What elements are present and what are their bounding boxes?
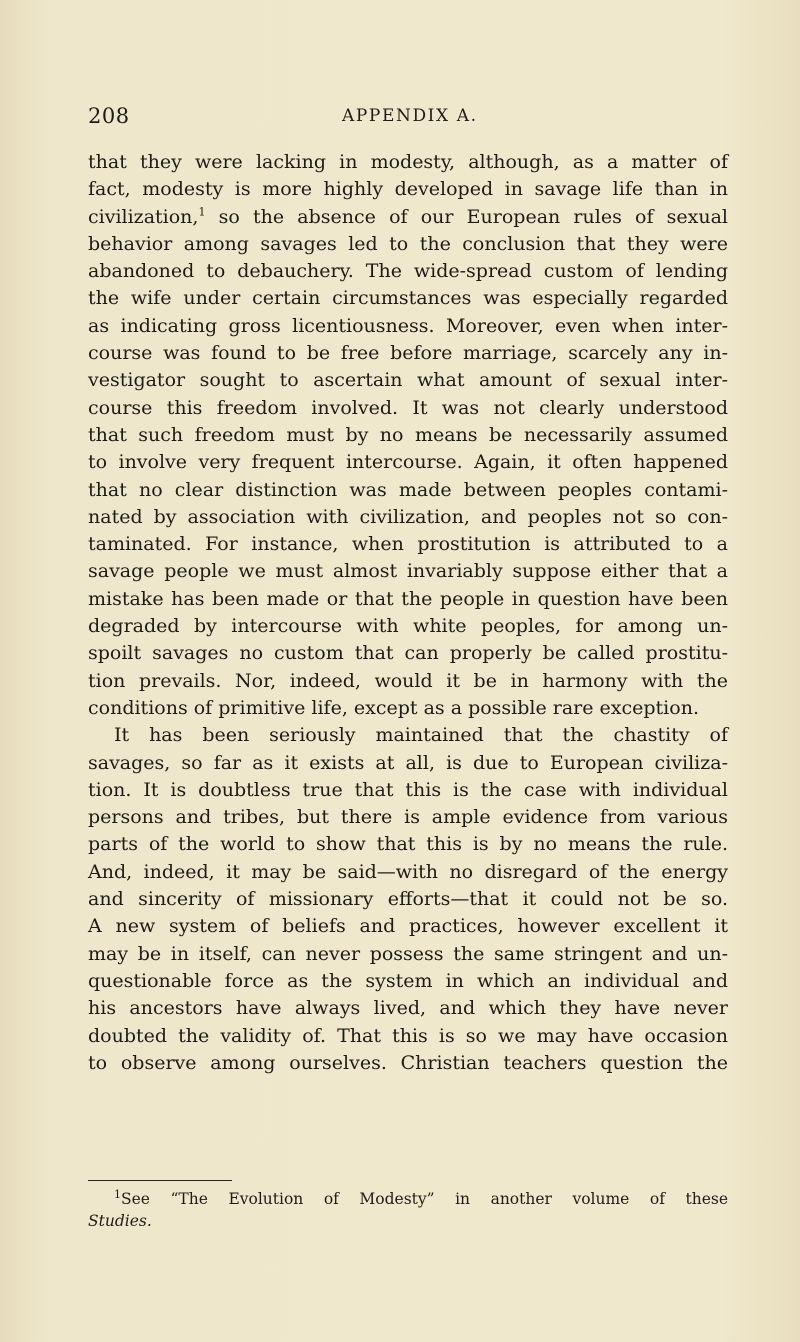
footnote-line — [88, 1188, 728, 1210]
text-line: nated by association with civilization, and peoples not so con- — [88, 505, 728, 528]
text-line-with-footnote-ref — [88, 204, 728, 231]
page-number: 208 — [88, 104, 130, 128]
text-line: A new system of beliefs and practices, however excellent it — [88, 915, 728, 938]
text-line: doubted the validity of. That this is so we may have occasion — [88, 1024, 728, 1047]
text-fragment: so the absence of our European rules of sexual — [205, 205, 728, 228]
text-line: course this freedom involved. It was not clearly understood — [88, 396, 728, 419]
body-text — [88, 149, 728, 1077]
footnote-text: See “The Evolution of Modesty” in another volume of these — [121, 1190, 728, 1208]
page-header — [88, 104, 728, 132]
text-line: fact, modesty is more highly developed in savage life than in — [88, 178, 728, 201]
text-fragment: civilization, — [88, 205, 199, 228]
text-line: to involve very frequent intercourse. Again, it often happened — [88, 451, 728, 474]
footnote-line-italic: Studies. — [88, 1212, 152, 1230]
text-line: tion. It is doubtless true that this is the case with individual — [88, 778, 728, 801]
text-line: savages, so far as it exists at all, is due to European civiliza- — [88, 751, 728, 774]
text-line: and sincerity of missionary efforts—that it could not be so. — [88, 888, 728, 911]
footnote-marker: 1 — [114, 1187, 121, 1201]
running-head: APPENDIX A. — [342, 106, 478, 126]
text-line: abandoned to debauchery. The wide-spread custom of lending — [88, 260, 728, 283]
text-line: the wife under certain circumstances was especially regarded — [88, 287, 728, 310]
text-line: that no clear distinction was made between peoples contami- — [88, 478, 728, 501]
text-line-paragraph-start: It has been seriously maintained that the chastity of — [114, 724, 728, 747]
text-line: spoilt savages no custom that can properly be called prostitu- — [88, 642, 728, 665]
text-line: persons and tribes, but there is ample evidence from various — [88, 806, 728, 829]
text-line: mistake has been made or that the people in question have been — [88, 587, 728, 610]
footnote-reference: 1 — [198, 205, 206, 219]
text-line: tion prevails. Nor, indeed, would it be in harmony with the — [88, 669, 728, 692]
text-line: vestigator sought to ascertain what amount of sexual inter- — [88, 369, 728, 392]
text-line: behavior among savages led to the conclusion that they were — [88, 232, 728, 255]
text-line-paragraph-end: conditions of primitive life, except as a possible rare exception. — [88, 696, 699, 719]
text-line: taminated. For instance, when prostitution is attributed to a — [88, 533, 728, 556]
text-line: degraded by intercourse with white peoples, for among un- — [88, 615, 728, 638]
text-line: his ancestors have always lived, and which they have never — [88, 997, 728, 1020]
text-line: savage people we must almost invariably suppose either that a — [88, 560, 728, 583]
text-line: as indicating gross licentiousness. Moreover, even when inter- — [88, 314, 728, 337]
footnote-divider — [88, 1180, 232, 1181]
text-line: questionable force as the system in which an individual and — [88, 969, 728, 992]
text-line: course was found to be free before marriage, scarcely any in- — [88, 342, 728, 365]
text-line: may be in itself, can never possess the same stringent and un- — [88, 942, 728, 965]
footnote — [88, 1188, 728, 1232]
text-line: to observe among ourselves. Christian teachers question the — [88, 1051, 728, 1074]
text-line: that such freedom must by no means be necessarily assumed — [88, 423, 728, 446]
text-line: parts of the world to show that this is by no means the rule. — [88, 833, 728, 856]
text-line: that they were lacking in modesty, although, as a matter of — [88, 151, 728, 173]
text-line: And, indeed, it may be said—with no disregard of the energy — [88, 860, 728, 883]
